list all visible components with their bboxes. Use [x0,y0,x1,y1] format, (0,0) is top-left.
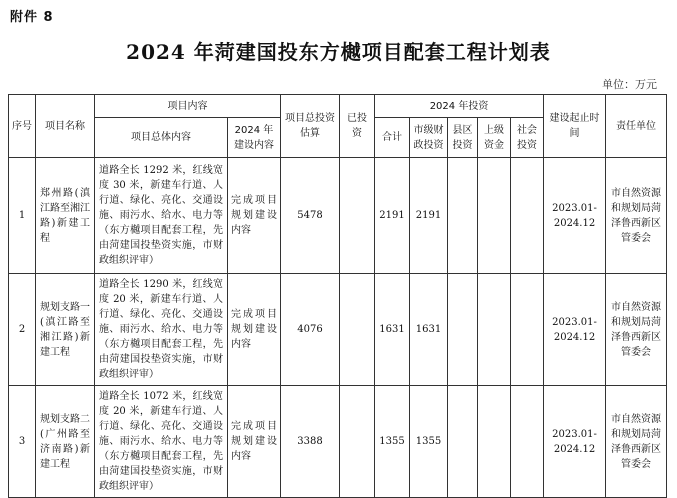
row-responsible: 市自然资源和规划局菏泽鲁西新区管委会 [606,274,667,386]
unit-note: 单位：万元 [602,78,657,91]
header-social: 社会投资 [511,118,544,158]
row-city-fiscal: 1355 [410,386,448,498]
row-higher-level [478,386,511,498]
row-seq: 3 [9,386,36,498]
row-overall-content: 道路全长 1292 米，红线宽度 30 米，新建车行道、人行道、绿化、亮化、交通设施、雨污水、给水、电力等（东方樾项目配套工程，先由菏建国投垫资实施，市财政组织评审） [95,158,228,274]
header-period: 建设起止时间 [544,95,606,158]
row-responsible: 市自然资源和规划局菏泽鲁西新区管委会 [606,386,667,498]
row-period: 2023.01-2024.12 [544,158,606,274]
row-higher-level [478,158,511,274]
row-total-estimate: 5478 [281,158,340,274]
row-city-fiscal: 2191 [410,158,448,274]
header-seq: 序号 [9,95,36,158]
row-social [511,158,544,274]
document-title: 2024 年菏建国投东方樾项目配套工程计划表 [126,40,551,64]
header-total-estimate: 项目总投资估算 [281,95,340,158]
header-invested: 已投资 [340,95,375,158]
row-subtotal: 2191 [375,158,410,274]
table-row [9,274,667,386]
table-row [9,158,667,274]
row-seq: 2 [9,274,36,386]
row-county-district [448,274,478,386]
row-invested [340,158,375,274]
row-subtotal: 1355 [375,386,410,498]
header-responsible: 责任单位 [606,95,667,158]
row-higher-level [478,274,511,386]
header-county-district: 县区投资 [448,118,478,158]
row-period: 2023.01-2024.12 [544,274,606,386]
attachment-label: 附件 8 [10,10,54,25]
header-build-2024: 2024 年建设内容 [228,118,281,158]
row-city-fiscal: 1631 [410,274,448,386]
row-period: 2023.01-2024.12 [544,386,606,498]
header-city-fiscal: 市级财政投资 [410,118,448,158]
header-content-group: 项目内容 [95,95,281,118]
row-invested [340,386,375,498]
row-subtotal: 1631 [375,274,410,386]
row-overall-content: 道路全长 1290 米，红线宽度 20 米，新建车行道、人行道、绿化、亮化、交通设施、雨污水、给水、电力等（东方樾项目配套工程，先由菏建国投垫资实施，市财政组织评审） [95,274,228,386]
row-build-2024: 完成项目规划建设内容 [228,158,281,274]
table-row [9,386,667,498]
header-subtotal: 合计 [375,118,410,158]
row-county-district [448,158,478,274]
plan-table [8,94,667,498]
row-project-name: 规划支路二(广州路至济南路)新建工程 [36,386,95,498]
row-overall-content: 道路全长 1072 米，红线宽度 20 米，新建车行道、人行道、绿化、亮化、交通设施、雨污水、给水、电力等（东方樾项目配套工程，先由菏建国投垫资实施，市财政组织评审） [95,386,228,498]
row-responsible: 市自然资源和规划局菏泽鲁西新区管委会 [606,158,667,274]
row-social [511,274,544,386]
row-total-estimate: 3388 [281,386,340,498]
row-build-2024: 完成项目规划建设内容 [228,386,281,498]
row-social [511,386,544,498]
row-build-2024: 完成项目规划建设内容 [228,274,281,386]
header-invest-2024-group: 2024 年投资 [375,95,544,118]
row-seq: 1 [9,158,36,274]
row-total-estimate: 4076 [281,274,340,386]
header-overall-content: 项目总体内容 [95,118,228,158]
header-higher-level: 上级资金 [478,118,511,158]
header-name: 项目名称 [36,95,95,158]
row-county-district [448,386,478,498]
row-invested [340,274,375,386]
row-project-name: 规划支路一(滇江路至湘江路)新建工程 [36,274,95,386]
row-project-name: 郑州路(滇江路至湘江路)新建工程 [36,158,95,274]
